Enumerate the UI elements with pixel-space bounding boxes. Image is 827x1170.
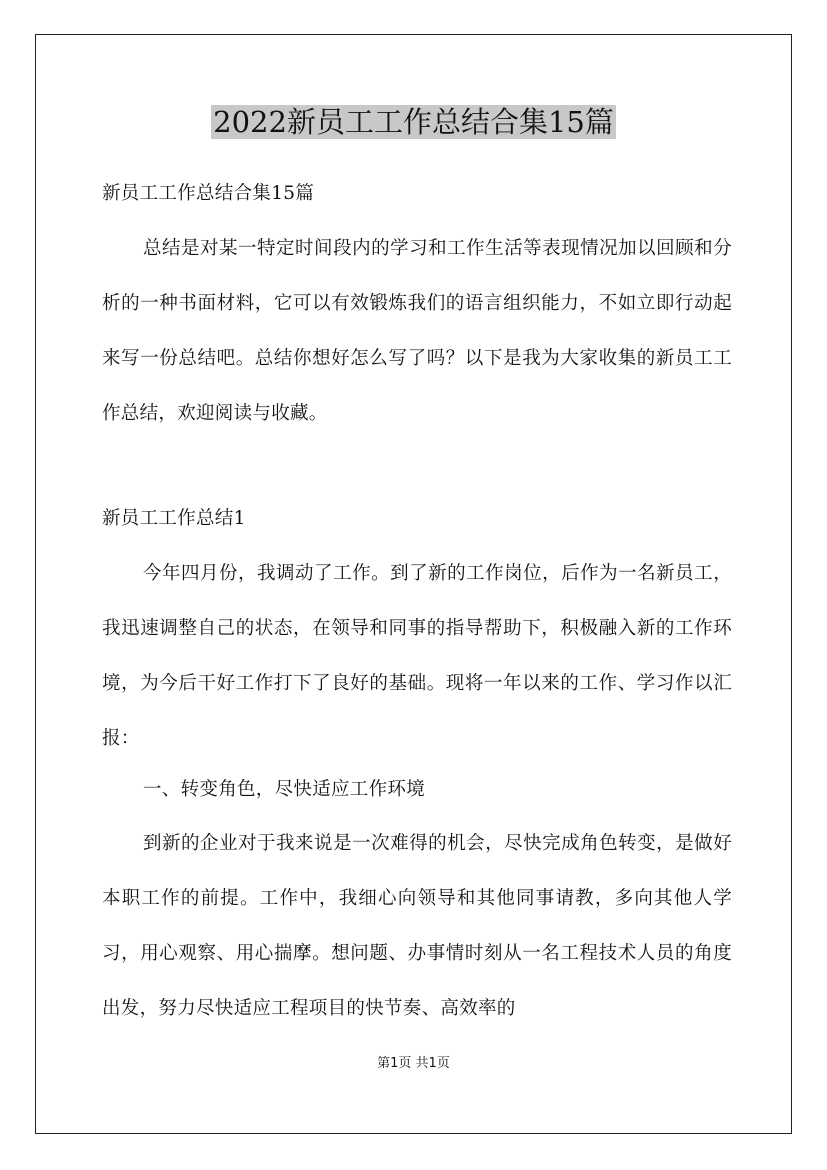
document-title-text: 2022新员工工作总结合集15篇 — [213, 105, 614, 139]
section-subheading: 一、转变角色，尽快适应工作环境 — [143, 779, 426, 800]
page-footer: 第1页 共1页 — [377, 1056, 450, 1071]
section-heading: 新员工工作总结1 — [102, 508, 246, 529]
section-paragraph-2: 到新的企业对于我来说是一次难得的机会，尽快完成角色转变，是做好本职工作的前提。工作中，我细心向领导和其他同事请教，多向其他人学习，用心观察、用心揣摩。想问题、办事情时刻从一名工程技术人员的角度出发，努力尽快适应工程项目的快节奏、高效率的 — [102, 833, 732, 1019]
intro-paragraph: 总结是对某一特定时间段内的学习和工作生活等表现情况加以回顾和分析的一种书面材料，它可以有效锻炼我们的语言组织能力，不如立即行动起来写一份总结吧。总结你想好怎么写了吗？以下是我为大家收集的新员工工作总结，欢迎阅读与收藏。 — [102, 238, 732, 424]
section-paragraph-1: 今年四月份，我调动了工作。到了新的工作岗位，后作为一名新员工，我迅速调整自己的状态，在领导和同事的指导帮助下，积极融入新的工作环境，为今后干好工作打下了良好的基础。现将一年以来的工作、学习作以汇报： — [102, 563, 732, 749]
document-title — [0, 100, 827, 144]
document-subtitle: 新员工工作总结合集15篇 — [102, 183, 315, 204]
